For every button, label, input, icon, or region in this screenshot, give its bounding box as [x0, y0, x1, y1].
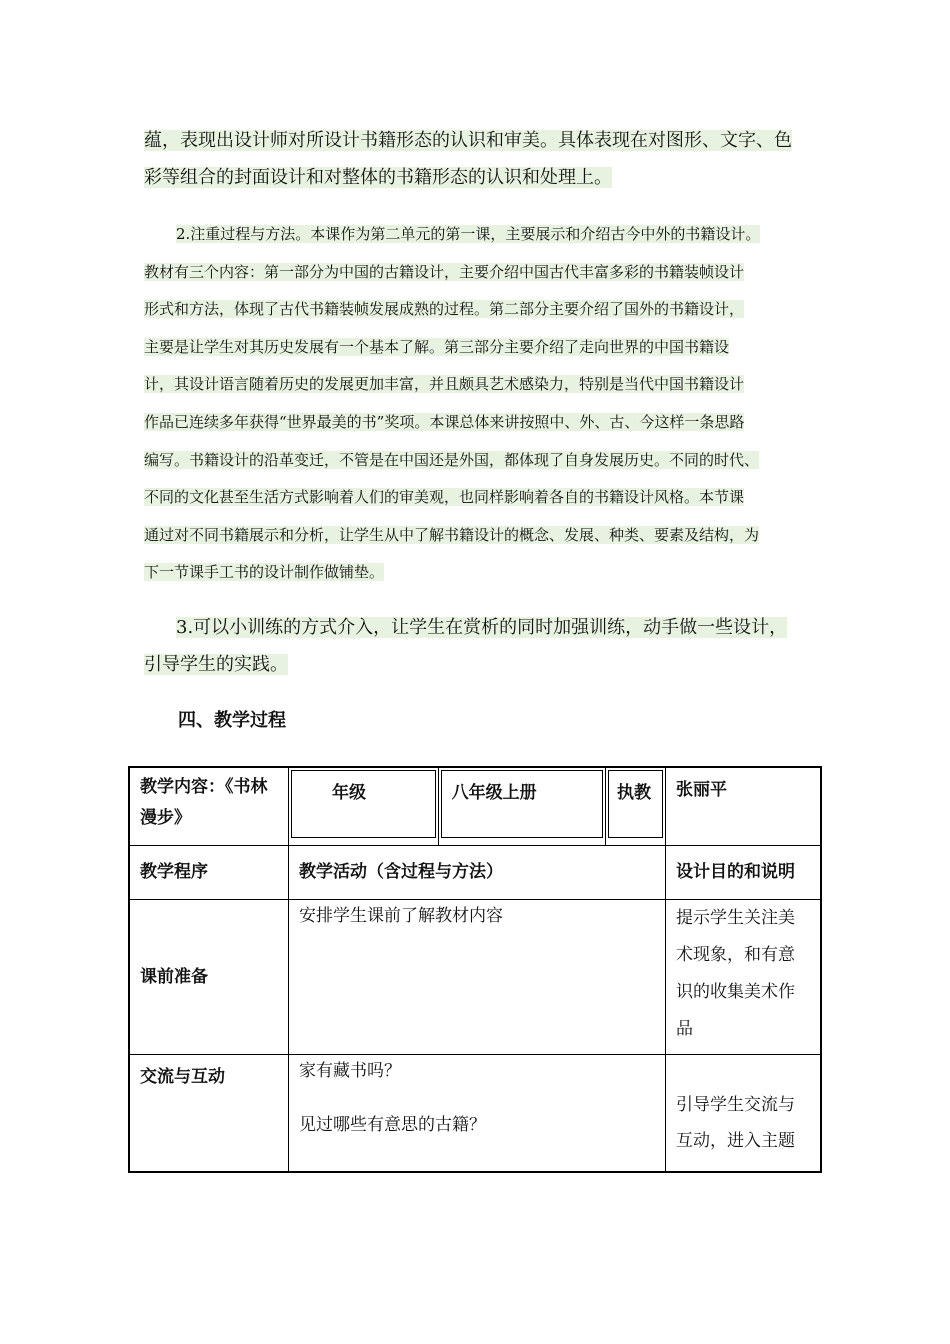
teacher-label: 执教	[617, 783, 652, 803]
paragraph-2	[144, 216, 824, 592]
row1-purpose-line: 术现象，和有意	[675, 944, 795, 965]
row2-stage: 交流与互动	[140, 1066, 225, 1087]
paragraph-line: 教材有三个内容：第一部分为中国的古籍设计，主要介绍中国古代丰富多彩的书籍装帧设计	[144, 262, 745, 281]
row2-activity-cell	[289, 1054, 666, 1172]
paragraph-3	[144, 609, 824, 683]
content-label: 教学内容：《书林	[140, 777, 268, 797]
row1-purpose-cell	[665, 899, 821, 1054]
row1-purpose-line: 品	[675, 1018, 693, 1039]
header-procedure: 教学程序	[140, 861, 208, 882]
paragraph-line: 通过对不同书籍展示和分析，让学生从中了解书籍设计的概念、发展、种类、要素及结构，为	[144, 525, 760, 544]
section-heading: 四、教学过程	[178, 710, 286, 731]
paragraph-line: 彩等组合的封面设计和对整体的书籍形态的认识和处理上。	[144, 167, 612, 188]
header-purpose-cell	[665, 845, 821, 899]
content-cell	[129, 767, 289, 845]
paragraph-line: 形式和方法，体现了古代书籍装帧发展成熟的过程。第二部分主要介绍了国外的书籍设计，	[144, 300, 745, 319]
row1-stage-cell	[129, 899, 289, 1054]
row1-activity-cell	[289, 899, 666, 1054]
paragraph-line: 计，其设计语言随着历史的发展更加丰富，并且颇具艺术感染力，特别是当代中国书籍设计	[144, 375, 745, 394]
grade-label: 年级	[332, 783, 366, 803]
paragraph-line: 3.可以小训练的方式介入，让学生在赏析的同时加强训练，动手做一些设计，	[176, 617, 788, 638]
row1-activity: 安排学生课前了解教材内容	[299, 905, 503, 926]
row1-stage: 课前准备	[140, 966, 208, 987]
paragraph-line: 下一节课手工书的设计制作做铺垫。	[144, 563, 385, 582]
row1-purpose-line: 识的收集美术作	[675, 981, 795, 1002]
row2-purpose-cell	[665, 1054, 821, 1172]
grade-value-cell	[438, 767, 605, 845]
paragraph-line: 不同的文化甚至生活方式影响着人们的审美观，也同样影响着各自的书籍设计风格。本节课	[144, 488, 745, 507]
row2-purpose-line: 互动，进入主题	[675, 1131, 795, 1151]
row2-activity-line: 见过哪些有意思的古籍？	[299, 1114, 486, 1135]
header-procedure-cell	[129, 845, 289, 899]
paragraph-line: 蕴，表现出设计师对所设计书籍形态的认识和审美。具体表现在对图形、文字、色	[144, 130, 792, 151]
grade-value: 八年级上册	[451, 783, 537, 803]
row2-activity-line: 家有藏书吗？	[299, 1060, 401, 1081]
row2-purpose-line: 引导学生交流与	[675, 1095, 795, 1115]
grade-label-cell	[289, 767, 439, 845]
paragraph-1	[144, 122, 824, 196]
paragraph-line: 编写。书籍设计的沿革变迁，不管是在中国还是外国，都体现了自身发展历史。不同的时代、	[144, 450, 760, 469]
paragraph-line: 2.注重过程与方法。本课作为第二单元的第一课，主要展示和介绍古今中外的书籍设计。	[176, 225, 761, 243]
content-label: 漫步》	[140, 808, 191, 828]
teacher-value: 张丽平	[675, 780, 727, 800]
header-purpose: 设计目的和说明	[675, 861, 795, 882]
teacher-label-cell	[606, 767, 666, 845]
lesson-table	[128, 766, 822, 1173]
header-activity-cell	[289, 845, 666, 899]
row2-stage-cell	[129, 1054, 289, 1172]
paragraph-line: 主要是让学生对其历史发展有一个基本了解。第三部分主要介绍了走向世界的中国书籍设	[144, 337, 730, 356]
teacher-value-cell	[665, 767, 821, 845]
paragraph-line: 引导学生的实践。	[144, 654, 288, 675]
header-activity: 教学活动（含过程与方法）	[299, 861, 503, 882]
row1-purpose-line: 提示学生关注美	[675, 907, 795, 928]
paragraph-line: 作品已连续多年获得“世界最美的书”奖项。本课总体来讲按照中、外、古、今这样一条思路	[144, 412, 745, 431]
